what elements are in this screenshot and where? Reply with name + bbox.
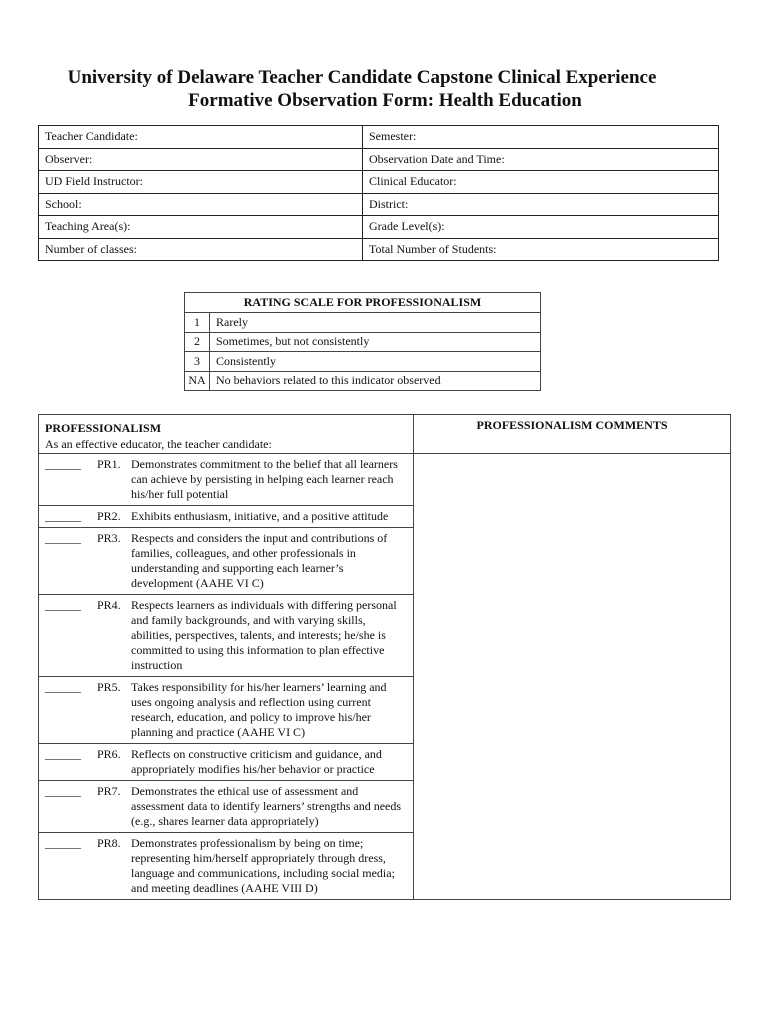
info-row (39, 148, 719, 171)
title-line-2: Formative Observation Form: Health Education (188, 90, 582, 111)
indicator-item (39, 454, 413, 505)
info-field-right[interactable]: Semester: (363, 126, 719, 149)
info-field-right[interactable]: District: (363, 193, 719, 216)
indicator-item (39, 595, 413, 676)
indicator-text: Exhibits enthusiasm, initiative, and a positive attitude (131, 509, 389, 523)
info-field-left[interactable]: Teaching Area(s): (39, 216, 363, 239)
indicator-cell (39, 506, 414, 528)
indicator-cell (39, 454, 414, 506)
rating-scale-heading: RATING SCALE FOR PROFESSIONALISM (185, 293, 541, 313)
info-row (39, 126, 719, 149)
indicator-code: PR1. (97, 457, 121, 471)
rating-blank-field[interactable]: ______ (45, 598, 81, 612)
rating-description: Consistently (210, 352, 541, 372)
rating-value: 3 (185, 352, 210, 372)
info-row (39, 171, 719, 194)
professionalism-table (38, 414, 731, 900)
indicator-text: Reflects on constructive criticism and guidance, and appropriately modifies his/her behavior or practice (131, 747, 382, 776)
rating-description: Sometimes, but not consistently (210, 332, 541, 352)
indicator-item (39, 677, 413, 743)
indicator-item (39, 781, 413, 832)
info-field-left[interactable]: Number of classes: (39, 238, 363, 261)
info-field-left[interactable]: UD Field Instructor: (39, 171, 363, 194)
indicator-text: Demonstrates commitment to the belief that all learners can achieve by persisting in helping each learner reach his/her full potential (131, 457, 398, 501)
rating-description: No behaviors related to this indicator observed (210, 371, 541, 391)
indicator-code: PR5. (97, 680, 121, 694)
rating-blank-field[interactable]: ______ (45, 747, 81, 761)
professionalism-subheading: As an effective educator, the teacher candidate: (45, 437, 272, 451)
form-title (0, 66, 770, 112)
indicator-item (39, 744, 413, 780)
info-row (39, 216, 719, 239)
rating-blank-field[interactable]: ______ (45, 784, 81, 798)
indicator-text: Respects and considers the input and contributions of families, colleagues, and other professionals in understanding and supporting each learner’s development (AAHE VI C) (131, 531, 388, 590)
professionalism-header-cell (39, 415, 414, 454)
rating-blank-field[interactable]: ______ (45, 531, 81, 545)
rating-scale-row (185, 313, 541, 333)
rating-scale-table (184, 292, 541, 391)
comments-field[interactable] (414, 454, 731, 900)
info-field-right[interactable]: Observation Date and Time: (363, 148, 719, 171)
indicator-cell (39, 744, 414, 781)
candidate-info-table (38, 125, 719, 261)
indicator-code: PR2. (97, 509, 121, 523)
rating-blank-field[interactable]: ______ (45, 457, 81, 471)
info-field-left[interactable]: Teacher Candidate: (39, 126, 363, 149)
rating-value: 2 (185, 332, 210, 352)
rating-value: 1 (185, 313, 210, 333)
indicator-cell (39, 595, 414, 677)
rating-scale-row (185, 371, 541, 391)
indicator-item (39, 833, 413, 899)
indicator-row (39, 454, 731, 506)
info-row (39, 238, 719, 261)
title-line-1: University of Delaware Teacher Candidate Capstone Clinical Experience (67, 67, 657, 88)
indicator-cell (39, 833, 414, 900)
rating-blank-field[interactable]: ______ (45, 509, 81, 523)
rating-value: NA (185, 371, 210, 391)
info-row (39, 193, 719, 216)
indicator-code: PR8. (97, 836, 121, 850)
rating-scale-row (185, 332, 541, 352)
info-field-right[interactable]: Total Number of Students: (363, 238, 719, 261)
indicator-text: Demonstrates the ethical use of assessment and assessment data to identify learners’ strengths and needs (e.g., shares learner data appropriately) (131, 784, 402, 828)
info-field-right[interactable]: Grade Level(s): (363, 216, 719, 239)
rating-blank-field[interactable]: ______ (45, 836, 81, 850)
comments-heading: PROFESSIONALISM COMMENTS (414, 415, 731, 454)
indicator-code: PR3. (97, 531, 121, 545)
indicator-code: PR4. (97, 598, 121, 612)
rating-description: Rarely (210, 313, 541, 333)
indicator-code: PR7. (97, 784, 121, 798)
indicator-text: Respects learners as individuals with differing personal and family backgrounds, and with varying skills, abilities, perspectives, talents, and interests; he/she is committed to using this information to plan effective instruction (131, 598, 397, 672)
info-field-left[interactable]: School: (39, 193, 363, 216)
rating-scale-row (185, 352, 541, 372)
indicator-text: Takes responsibility for his/her learners’ learning and uses ongoing analysis and reflection using current research, education, and policy to improve his/her planning and practice (AAHE VI C) (131, 680, 387, 739)
indicator-cell (39, 528, 414, 595)
indicator-item (39, 506, 413, 527)
indicator-text: Demonstrates professionalism by being on time; representing him/herself appropriately through dress, language and communications, including social media; and meeting deadlines (AAHE VIII D) (131, 836, 395, 895)
indicator-cell (39, 781, 414, 833)
rating-blank-field[interactable]: ______ (45, 680, 81, 694)
professionalism-heading: PROFESSIONALISM (45, 421, 162, 435)
indicator-item (39, 528, 413, 594)
indicator-cell (39, 677, 414, 744)
info-field-left[interactable]: Observer: (39, 148, 363, 171)
indicator-code: PR6. (97, 747, 121, 761)
info-field-right[interactable]: Clinical Educator: (363, 171, 719, 194)
